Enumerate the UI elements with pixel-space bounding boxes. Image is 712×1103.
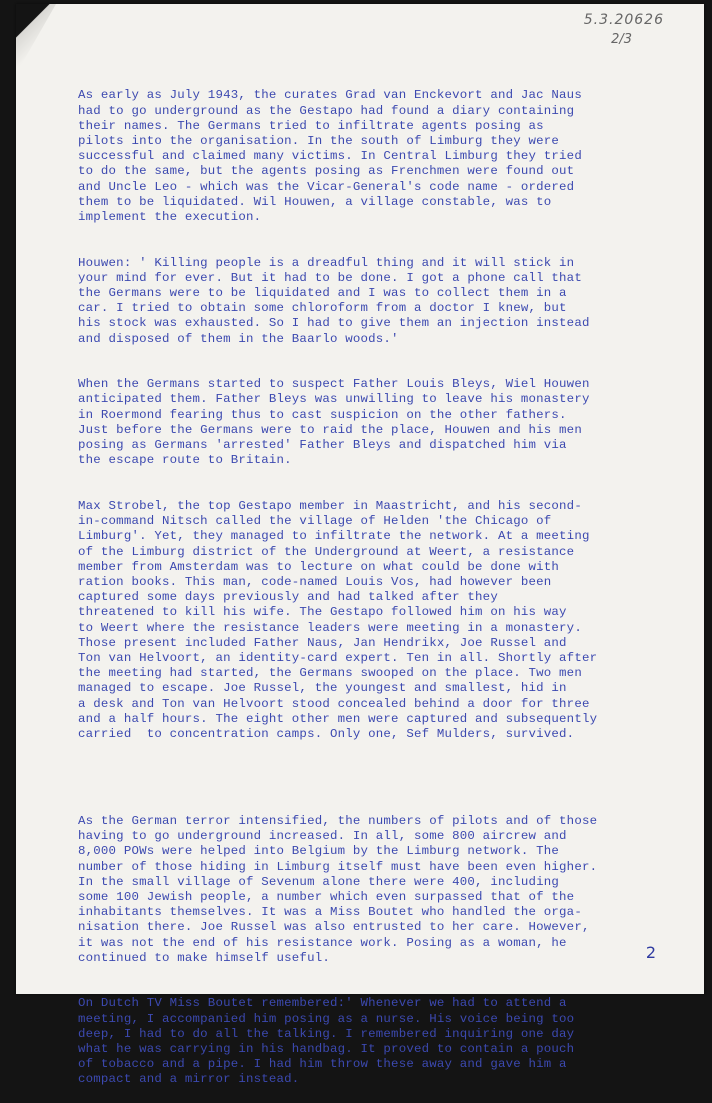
folded-corner [16, 4, 56, 74]
typed-text-body [78, 58, 678, 1103]
paragraph-strobel: Max Strobel, the top Gestapo member in Maastricht, and his second- in-command Nitsch called the village of Helden 'the Chicago of Limburg'. Yet, they managed to infiltrate the network. At a meeting of the Limburg district of the Underground at Weert, a resistance member from Amsterdam was to lecture on what could be done with ration books. This man, code-named Louis Vos, had however been captured some days previously and had talked after they threatened to kill his wife. The Gestapo followed him on his way to Weert where the resistance leaders were meeting in a monastery. Those present included Father Naus, Jan Hendrikx, Joe Russel and Ton van Helvoort, an identity-card expert. Ten in all. Shortly after the meeting had started, the Germans swooped on the place. Two men managed to escape. Joe Russel, the youngest and smallest, hid in a desk and Ton van Helvoort stood concealed behind a door for three and a half hours. The eight other men were captured and subsequently carried to concentration camps. Only one, Sef Mulders, survived. [78, 498, 598, 741]
archive-fraction: 2/3 [611, 32, 632, 47]
page-number: 2 [645, 943, 656, 962]
paragraph-boutet: On Dutch TV Miss Boutet remembered:' Whenever we had to attend a meeting, I accompanied him posing as a nurse. His voice being too deep, I had to do all the talking. I remembered inquiring one day what he was carrying in his handbag. It proved to contain a pouch of tobacco and a pipe. I had him throw these away and gave him a compact and a mirror instead. [78, 996, 575, 1087]
paragraph-enckevort: As early as July 1943, the curates Grad van Enckevort and Jac Naus had to go underground as the Gestapo had found a diary containing their names. The Germans tried to infiltrate agents posing as pilots into the organisation. In the south of Limburg they were successful and claimed many victims. In Central Limburg they tried to do the same, but the agents posing as Frenchmen were found out and Uncle Leo - which was the Vicar-General's code name - ordered them to be liquidated. Wil Houwen, a village constable, was to implement the execution. [78, 88, 582, 225]
paragraph-bleys: When the Germans started to suspect Father Louis Bleys, Wiel Houwen anticipated them. Father Bleys was unwilling to leave his monastery in Roermond fearing thus to cast suspicion on the other fathers. Just before the Germans were to raid the place, Houwen and his men posing as Germans 'arrested' Father Bleys and dispatched him via the escape route to Britain. [78, 377, 590, 468]
paragraph-houwen-quote: Houwen: ' Killing people is a dreadful thing and it will stick in your mind for ever. But it had to be done. I got a phone call that the Germans were to be liquidated and I was to collect them in a car. I tried to obtain some chloroform from a doctor I knew, but his stock was exhausted. So I had to give them an injection instead and disposed of them in the Baarlo woods.' [78, 255, 590, 346]
paragraph-terror: As the German terror intensified, the numbers of pilots and of those having to go underground increased. In all, some 800 aircrew and 8,000 POWs were helped into Belgium by the Limburg network. The number of those hiding in Limburg itself must have been even higher. In the small village of Sevenum alone there were 400, including some 100 Jewish people, a number which even surpassed that of the inhabitants themselves. It was a Miss Boutet who handled the orga- nisation there. Joe Russel was also entrusted to her care. However, it was not the end of his resistance work. Posing as a woman, he continued to make himself useful. [78, 813, 598, 965]
archive-reference: 5.3.20626 [583, 12, 664, 28]
